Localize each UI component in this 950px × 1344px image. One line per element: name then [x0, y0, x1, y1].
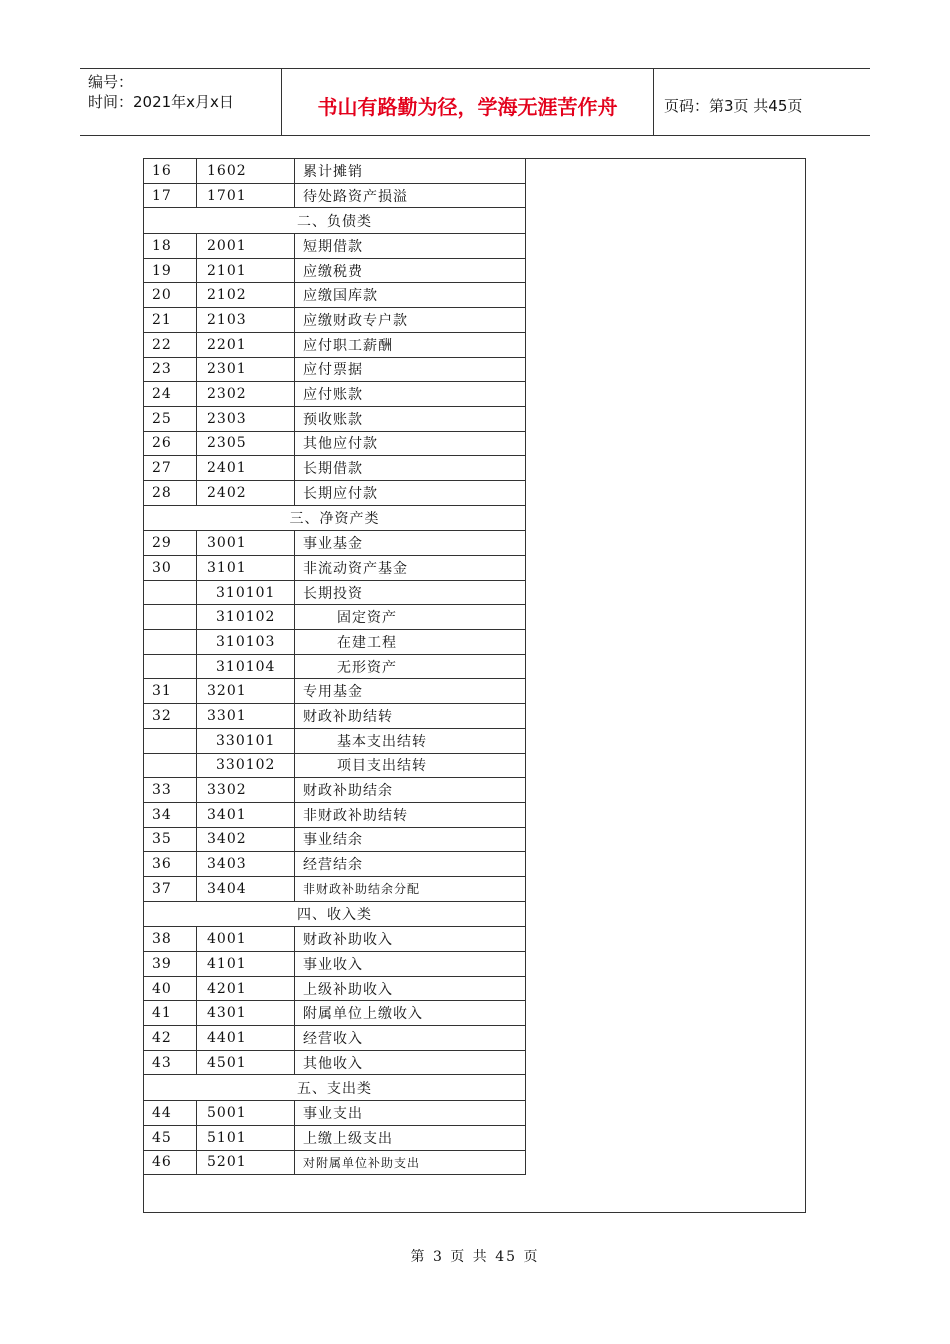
account-index: 27	[144, 456, 197, 481]
account-index	[144, 580, 197, 605]
account-code: 2302	[197, 382, 295, 407]
account-code: 310101	[197, 580, 295, 605]
account-row	[144, 382, 526, 407]
account-index: 25	[144, 406, 197, 431]
account-code: 310104	[197, 654, 295, 679]
account-code: 3302	[197, 778, 295, 803]
account-index	[144, 605, 197, 630]
account-name: 财政补助结转	[295, 704, 526, 729]
account-name: 无形资产	[295, 654, 526, 679]
account-name: 短期借款	[295, 234, 526, 259]
section-row	[144, 208, 526, 234]
account-name: 事业基金	[295, 531, 526, 556]
account-index: 22	[144, 332, 197, 357]
account-name: 事业支出	[295, 1101, 526, 1126]
section-title: 四、收入类	[144, 901, 526, 927]
account-row	[144, 431, 526, 456]
account-name: 应缴税费	[295, 258, 526, 283]
account-row	[144, 480, 526, 505]
account-index	[144, 728, 197, 753]
account-name: 预收账款	[295, 406, 526, 431]
account-index: 30	[144, 556, 197, 581]
account-name: 财政补助收入	[295, 927, 526, 952]
account-table	[143, 158, 526, 1175]
account-name: 上缴上级支出	[295, 1125, 526, 1150]
account-index: 17	[144, 183, 197, 208]
account-code: 4101	[197, 952, 295, 977]
account-code: 2201	[197, 332, 295, 357]
account-name: 基本支出结转	[295, 728, 526, 753]
header-meta	[80, 69, 282, 135]
account-name: 非财政补助结转	[295, 802, 526, 827]
account-index	[144, 753, 197, 778]
account-index: 19	[144, 258, 197, 283]
account-row	[144, 234, 526, 259]
sub-account-row	[144, 753, 526, 778]
account-row	[144, 952, 526, 977]
sub-account-row	[144, 605, 526, 630]
page-footer: 第 3 页 共 45 页	[410, 1249, 540, 1265]
account-row	[144, 976, 526, 1001]
account-code: 1602	[197, 159, 295, 184]
account-index: 20	[144, 283, 197, 308]
section-title: 五、支出类	[144, 1075, 526, 1101]
account-name: 非流动资产基金	[295, 556, 526, 581]
section-title: 三、净资产类	[144, 505, 526, 531]
account-code: 2305	[197, 431, 295, 456]
account-row	[144, 159, 526, 184]
account-name: 应付职工薪酬	[295, 332, 526, 357]
account-code: 5101	[197, 1125, 295, 1150]
account-code: 4201	[197, 976, 295, 1001]
account-name: 非财政补助结余分配	[295, 876, 526, 901]
account-index: 16	[144, 159, 197, 184]
account-name: 专用基金	[295, 679, 526, 704]
account-name: 对附属单位补助支出	[295, 1150, 526, 1175]
section-row	[144, 505, 526, 531]
account-index: 35	[144, 827, 197, 852]
header-page-info: 页码：第3页 共45页	[664, 96, 803, 115]
account-row	[144, 927, 526, 952]
account-name: 待处路资产损溢	[295, 183, 526, 208]
account-code: 3101	[197, 556, 295, 581]
account-index: 41	[144, 1001, 197, 1026]
account-row	[144, 802, 526, 827]
account-name: 应缴国库款	[295, 283, 526, 308]
account-row	[144, 1001, 526, 1026]
section-row	[144, 1075, 526, 1101]
account-code: 330101	[197, 728, 295, 753]
account-row	[144, 531, 526, 556]
account-index: 37	[144, 876, 197, 901]
account-code: 4001	[197, 927, 295, 952]
account-name: 事业收入	[295, 952, 526, 977]
account-code: 3001	[197, 531, 295, 556]
account-code: 1701	[197, 183, 295, 208]
account-row	[144, 1125, 526, 1150]
account-name: 上级补助收入	[295, 976, 526, 1001]
account-index: 21	[144, 308, 197, 333]
account-name: 在建工程	[295, 630, 526, 655]
document-number-label: 编号：	[88, 73, 134, 91]
sub-account-row	[144, 630, 526, 655]
account-index: 42	[144, 1026, 197, 1051]
account-row	[144, 876, 526, 901]
account-index: 45	[144, 1125, 197, 1150]
account-code: 330102	[197, 753, 295, 778]
account-code: 3301	[197, 704, 295, 729]
account-name: 应付票据	[295, 357, 526, 382]
account-name: 长期借款	[295, 456, 526, 481]
document-time-label: 时间：2021年x月x日	[88, 93, 234, 111]
account-index: 31	[144, 679, 197, 704]
account-name: 事业结余	[295, 827, 526, 852]
account-code: 3403	[197, 852, 295, 877]
account-code: 4401	[197, 1026, 295, 1051]
account-code: 4501	[197, 1050, 295, 1075]
account-code: 5201	[197, 1150, 295, 1175]
account-row	[144, 406, 526, 431]
account-row	[144, 679, 526, 704]
account-row	[144, 852, 526, 877]
account-index: 18	[144, 234, 197, 259]
account-code: 2303	[197, 406, 295, 431]
account-index: 46	[144, 1150, 197, 1175]
account-code: 2102	[197, 283, 295, 308]
account-row	[144, 1050, 526, 1075]
account-row	[144, 704, 526, 729]
account-row	[144, 556, 526, 581]
sub-account-row	[144, 580, 526, 605]
account-code: 2103	[197, 308, 295, 333]
account-row	[144, 283, 526, 308]
account-row	[144, 308, 526, 333]
sub-account-row	[144, 654, 526, 679]
account-code: 2101	[197, 258, 295, 283]
section-title: 二、负债类	[144, 208, 526, 234]
account-name: 项目支出结转	[295, 753, 526, 778]
account-name: 其他收入	[295, 1050, 526, 1075]
account-index: 39	[144, 952, 197, 977]
account-row	[144, 332, 526, 357]
account-index: 33	[144, 778, 197, 803]
account-code: 5001	[197, 1101, 295, 1126]
account-name: 附属单位上缴收入	[295, 1001, 526, 1026]
account-code: 310102	[197, 605, 295, 630]
account-index: 29	[144, 531, 197, 556]
account-code: 2001	[197, 234, 295, 259]
account-code: 3402	[197, 827, 295, 852]
account-row	[144, 258, 526, 283]
account-name: 应付账款	[295, 382, 526, 407]
account-index: 34	[144, 802, 197, 827]
account-code: 310103	[197, 630, 295, 655]
account-index: 44	[144, 1101, 197, 1126]
account-row	[144, 183, 526, 208]
account-index: 24	[144, 382, 197, 407]
account-index: 36	[144, 852, 197, 877]
section-row	[144, 901, 526, 927]
header-slogan: 书山有路勤为径，学海无涯苦作舟	[282, 69, 654, 135]
account-code: 4301	[197, 1001, 295, 1026]
account-name: 累计摊销	[295, 159, 526, 184]
account-name: 长期应付款	[295, 480, 526, 505]
account-index: 32	[144, 704, 197, 729]
account-code: 3401	[197, 802, 295, 827]
account-code: 2301	[197, 357, 295, 382]
account-index: 38	[144, 927, 197, 952]
account-name: 经营结余	[295, 852, 526, 877]
account-code: 3201	[197, 679, 295, 704]
account-row	[144, 456, 526, 481]
account-index	[144, 654, 197, 679]
account-row	[144, 1101, 526, 1126]
page-header	[80, 68, 870, 136]
account-index	[144, 630, 197, 655]
account-code: 2401	[197, 456, 295, 481]
account-name: 长期投资	[295, 580, 526, 605]
account-name: 财政补助结余	[295, 778, 526, 803]
account-name: 其他应付款	[295, 431, 526, 456]
account-code: 2402	[197, 480, 295, 505]
account-row	[144, 1026, 526, 1051]
account-row	[144, 827, 526, 852]
account-name: 经营收入	[295, 1026, 526, 1051]
sub-account-row	[144, 728, 526, 753]
account-index: 26	[144, 431, 197, 456]
account-code: 3404	[197, 876, 295, 901]
account-table-body	[144, 159, 526, 1175]
account-index: 43	[144, 1050, 197, 1075]
account-row	[144, 357, 526, 382]
account-row	[144, 1150, 526, 1175]
account-row	[144, 778, 526, 803]
account-name: 应缴财政专户款	[295, 308, 526, 333]
account-index: 40	[144, 976, 197, 1001]
account-index: 23	[144, 357, 197, 382]
account-index: 28	[144, 480, 197, 505]
account-name: 固定资产	[295, 605, 526, 630]
